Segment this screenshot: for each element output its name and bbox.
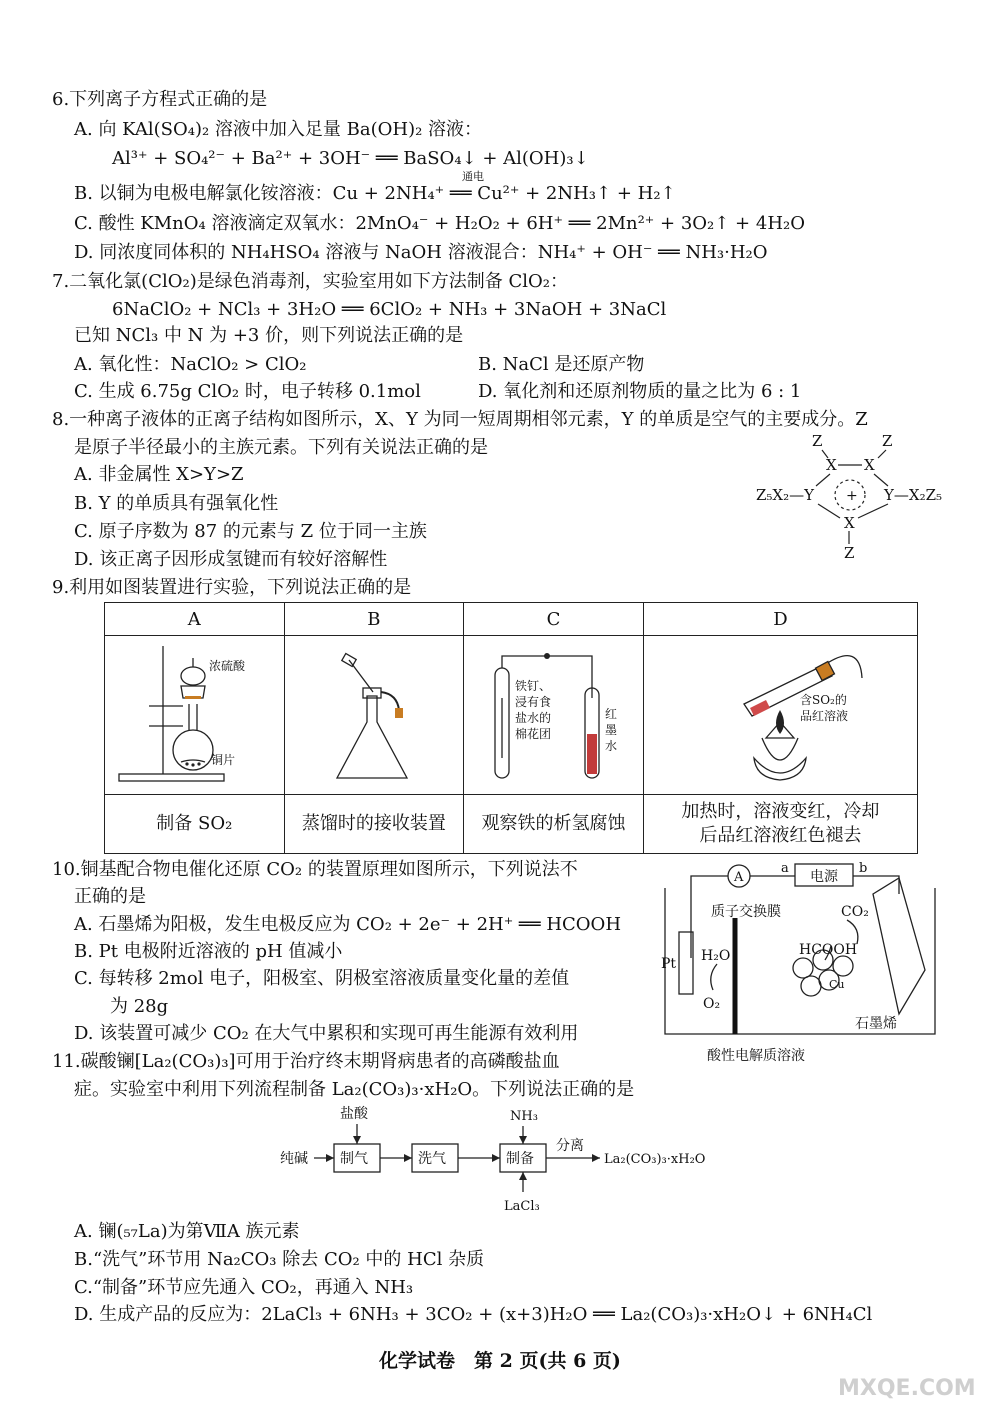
struct-z-top-right: Z — [882, 432, 893, 450]
struct-plus: + — [846, 488, 858, 504]
flow-step1: 制气 — [340, 1151, 368, 1167]
flow-step2: 洗气 — [418, 1151, 446, 1167]
terminal-b: b — [859, 861, 868, 876]
label-c4: 棉花团 — [514, 726, 551, 741]
q7-known: 已知 NCl₃ 中 N 为 +3 价，则下列说法正确的是 — [74, 325, 464, 346]
terminal-a: a — [781, 861, 789, 876]
q10-stem-line2: 正确的是 — [74, 886, 146, 907]
label-c5: 红 — [604, 706, 617, 721]
apparatus-a-so2-generator — [109, 638, 279, 788]
flow-separate: 分离 — [556, 1138, 584, 1154]
struct-z-top-left: Z — [812, 432, 823, 450]
header-d: D — [643, 603, 917, 636]
electrolyte-label: 酸性电解质溶液 — [707, 1048, 805, 1064]
label-c6: 墨 — [604, 722, 617, 737]
q7-option-a: A. 氧化性：NaClO₂ > ClO₂ — [74, 354, 307, 375]
q7-equation: 6NaClO₂ + NCl₃ + 3H₂O ══ 6ClO₂ + NH₃ + 3NaOH + 3NaCl — [112, 299, 667, 320]
q6-stem: 6.下列离子方程式正确的是 — [52, 89, 268, 110]
struct-x-bottom: X — [844, 514, 855, 532]
caption-a: 制备 SO₂ — [105, 795, 285, 854]
q10-option-c-line2: 为 28g — [110, 996, 169, 1017]
membrane-label: 质子交换膜 — [711, 904, 781, 920]
co2-label: CO₂ — [841, 904, 869, 920]
apparatus-a-cell — [105, 636, 285, 795]
apparatus-d-cell — [643, 636, 917, 795]
flow-start: 纯碱 — [280, 1151, 308, 1167]
label-copper: 铜片 — [211, 752, 236, 767]
q10-option-d: D. 该装置可减少 CO₂ 在大气中累积和实现可再生能源有效利用 — [74, 1023, 579, 1044]
q7-option-c: C. 生成 6.75g ClO₂ 时，电子转移 0.1mol — [74, 381, 421, 402]
label-c1: 铁钉、 — [514, 678, 551, 693]
power-label: 电源 — [810, 869, 838, 885]
q10-option-c-line1: C. 每转移 2mol 电子，阳极室、阴极室溶液质量变化量的差值 — [74, 968, 570, 989]
caption-d — [643, 795, 917, 854]
q7-option-d: D. 氧化剂和还原剂物质的量之比为 6 : 1 — [478, 381, 802, 402]
apparatus-d-heating — [650, 638, 910, 788]
pt-label: Pt — [661, 956, 677, 972]
cu-label: Cu — [829, 978, 845, 991]
label-d2: 品红溶液 — [800, 708, 849, 723]
q8-stem-line2: 是原子半径最小的主族元素。下列有关说法正确的是 — [74, 437, 488, 458]
caption-d-line2: 后品红溶液红色褪去 — [699, 825, 862, 846]
caption-d-line1: 加热时，溶液变红，冷却 — [681, 801, 880, 822]
q10-option-a: A. 石墨烯为阳极，发生电极反应为 CO₂ + 2e⁻ + 2H⁺ ══ HCOOH — [74, 914, 622, 935]
q8-option-a: A. 非金属性 X>Y>Z — [74, 464, 244, 485]
q7-option-b: B. NaCl 是还原产物 — [478, 354, 645, 375]
q8-option-d: D. 该正离子因形成氢键而有较好溶解性 — [74, 549, 388, 570]
q6-b-condition: 通电 — [462, 170, 484, 183]
q11-stem-line1: 11.碳酸镧[La₂(CO₃)₃]可用于治疗终末期肾病患者的高磷酸盐血 — [52, 1051, 560, 1072]
struct-x-right: X — [864, 456, 875, 474]
graphene-label: 石墨烯 — [855, 1016, 897, 1032]
q11-option-c: C.“制备”环节应先通入 CO₂，再通入 NH₃ — [74, 1277, 414, 1298]
struct-x-left: X — [826, 456, 837, 474]
q8-option-b: B. Y 的单质具有强氧化性 — [74, 493, 279, 514]
q6-option-d: D. 同浓度同体积的 NH₄HSO₄ 溶液与 NaOH 溶液混合：NH₄⁺ + OH⁻ ══ NH₃·H₂O — [74, 242, 768, 263]
label-conc-h2so4: 浓硫酸 — [209, 658, 246, 673]
q11-option-a: A. 镧(₅₇La)为第ⅦA 族元素 — [74, 1221, 300, 1242]
struct-right-group: Y—X₂Z₅ — [884, 486, 943, 504]
label-c2: 浸有食 — [514, 694, 551, 709]
q8-option-c: C. 原子序数为 87 的元素与 Z 位于同一主族 — [74, 521, 427, 542]
apparatus-b-receiver — [289, 638, 459, 788]
electrolysis-cell-diagram — [655, 858, 945, 1068]
page-footer: 化学试卷 第 2 页(共 6 页) — [379, 1350, 621, 1372]
struct-left-group: Z₅X₂—Y — [756, 486, 815, 504]
q11-option-d: D. 生成产品的反应为：2LaCl₃ + 6NH₃ + 3CO₂ + (x+3)H₂O ══ La₂(CO₃)₃·xH₂O↓ + 6NH₄Cl — [74, 1304, 873, 1325]
q6-option-b: B. 以铜为电极电解氯化铵溶液：Cu + 2NH₄⁺ ══ Cu²⁺ + 2NH₃↑ + H₂↑ — [74, 183, 676, 204]
o2-label: O₂ — [703, 996, 721, 1012]
header-c: C — [464, 603, 644, 636]
ammeter-label: A — [734, 870, 744, 885]
q9-apparatus-table — [104, 602, 918, 854]
apparatus-c-cell — [464, 636, 644, 795]
cation-structure-diagram — [740, 430, 980, 570]
preparation-flowchart — [278, 1100, 738, 1220]
q10-option-b: B. Pt 电极附近溶液的 pH 值减小 — [74, 941, 343, 962]
label-c7: 水 — [604, 738, 617, 753]
q8-stem-line1: 8.一种离子液体的正离子结构如图所示，X、Y 为同一短周期相邻元素，Y 的单质是空气的主要成分。Z — [52, 409, 868, 430]
struct-z-bottom: Z — [844, 544, 855, 562]
header-b: B — [284, 603, 464, 636]
q6-option-a-equation: Al³⁺ + SO₄²⁻ + Ba²⁺ + 3OH⁻ ══ BaSO₄↓ + Al(OH)₃↓ — [112, 148, 589, 169]
hcooh-label: HCOOH — [799, 942, 858, 958]
label-d1: 含SO₂的 — [800, 692, 848, 707]
flow-hcl: 盐酸 — [340, 1106, 368, 1122]
caption-c: 观察铁的析氢腐蚀 — [464, 795, 644, 854]
flow-product: La₂(CO₃)₃·xH₂O — [604, 1152, 706, 1167]
q7-stem: 7.二氧化氯(ClO₂)是绿色消毒剂，实验室用如下方法制备 ClO₂： — [52, 271, 568, 292]
q6-option-a: A. 向 KAl(SO₄)₂ 溶液中加入足量 Ba(OH)₂ 溶液： — [74, 119, 483, 140]
header-a: A — [105, 603, 285, 636]
q6-option-c: C. 酸性 KMnO₄ 溶液滴定双氧水：2MnO₄⁻ + H₂O₂ + 6H⁺ ══ 2Mn²⁺ + 3O₂↑ + 4H₂O — [74, 213, 805, 234]
flow-step3: 制备 — [506, 1151, 534, 1167]
apparatus-c-corrosion — [469, 638, 639, 788]
q9-stem: 9.利用如图装置进行实验，下列说法正确的是 — [52, 577, 412, 598]
label-c3: 盐水的 — [514, 710, 551, 725]
h2o-label: H₂O — [701, 948, 731, 964]
q10-stem-line1: 10.铜基配合物电催化还原 CO₂ 的装置原理如图所示，下列说法不 — [52, 859, 578, 880]
q11-option-b: B.“洗气”环节用 Na₂CO₃ 除去 CO₂ 中的 HCl 杂质 — [74, 1249, 485, 1270]
flow-lacl3: LaCl₃ — [504, 1199, 540, 1214]
flow-nh3: NH₃ — [510, 1109, 538, 1124]
apparatus-b-cell — [284, 636, 464, 795]
caption-b: 蒸馏时的接收装置 — [284, 795, 464, 854]
watermark-text: MXQE.COM — [838, 1376, 976, 1401]
q11-stem-line2: 症。实验室中利用下列流程制备 La₂(CO₃)₃·xH₂O。下列说法正确的是 — [74, 1079, 635, 1100]
